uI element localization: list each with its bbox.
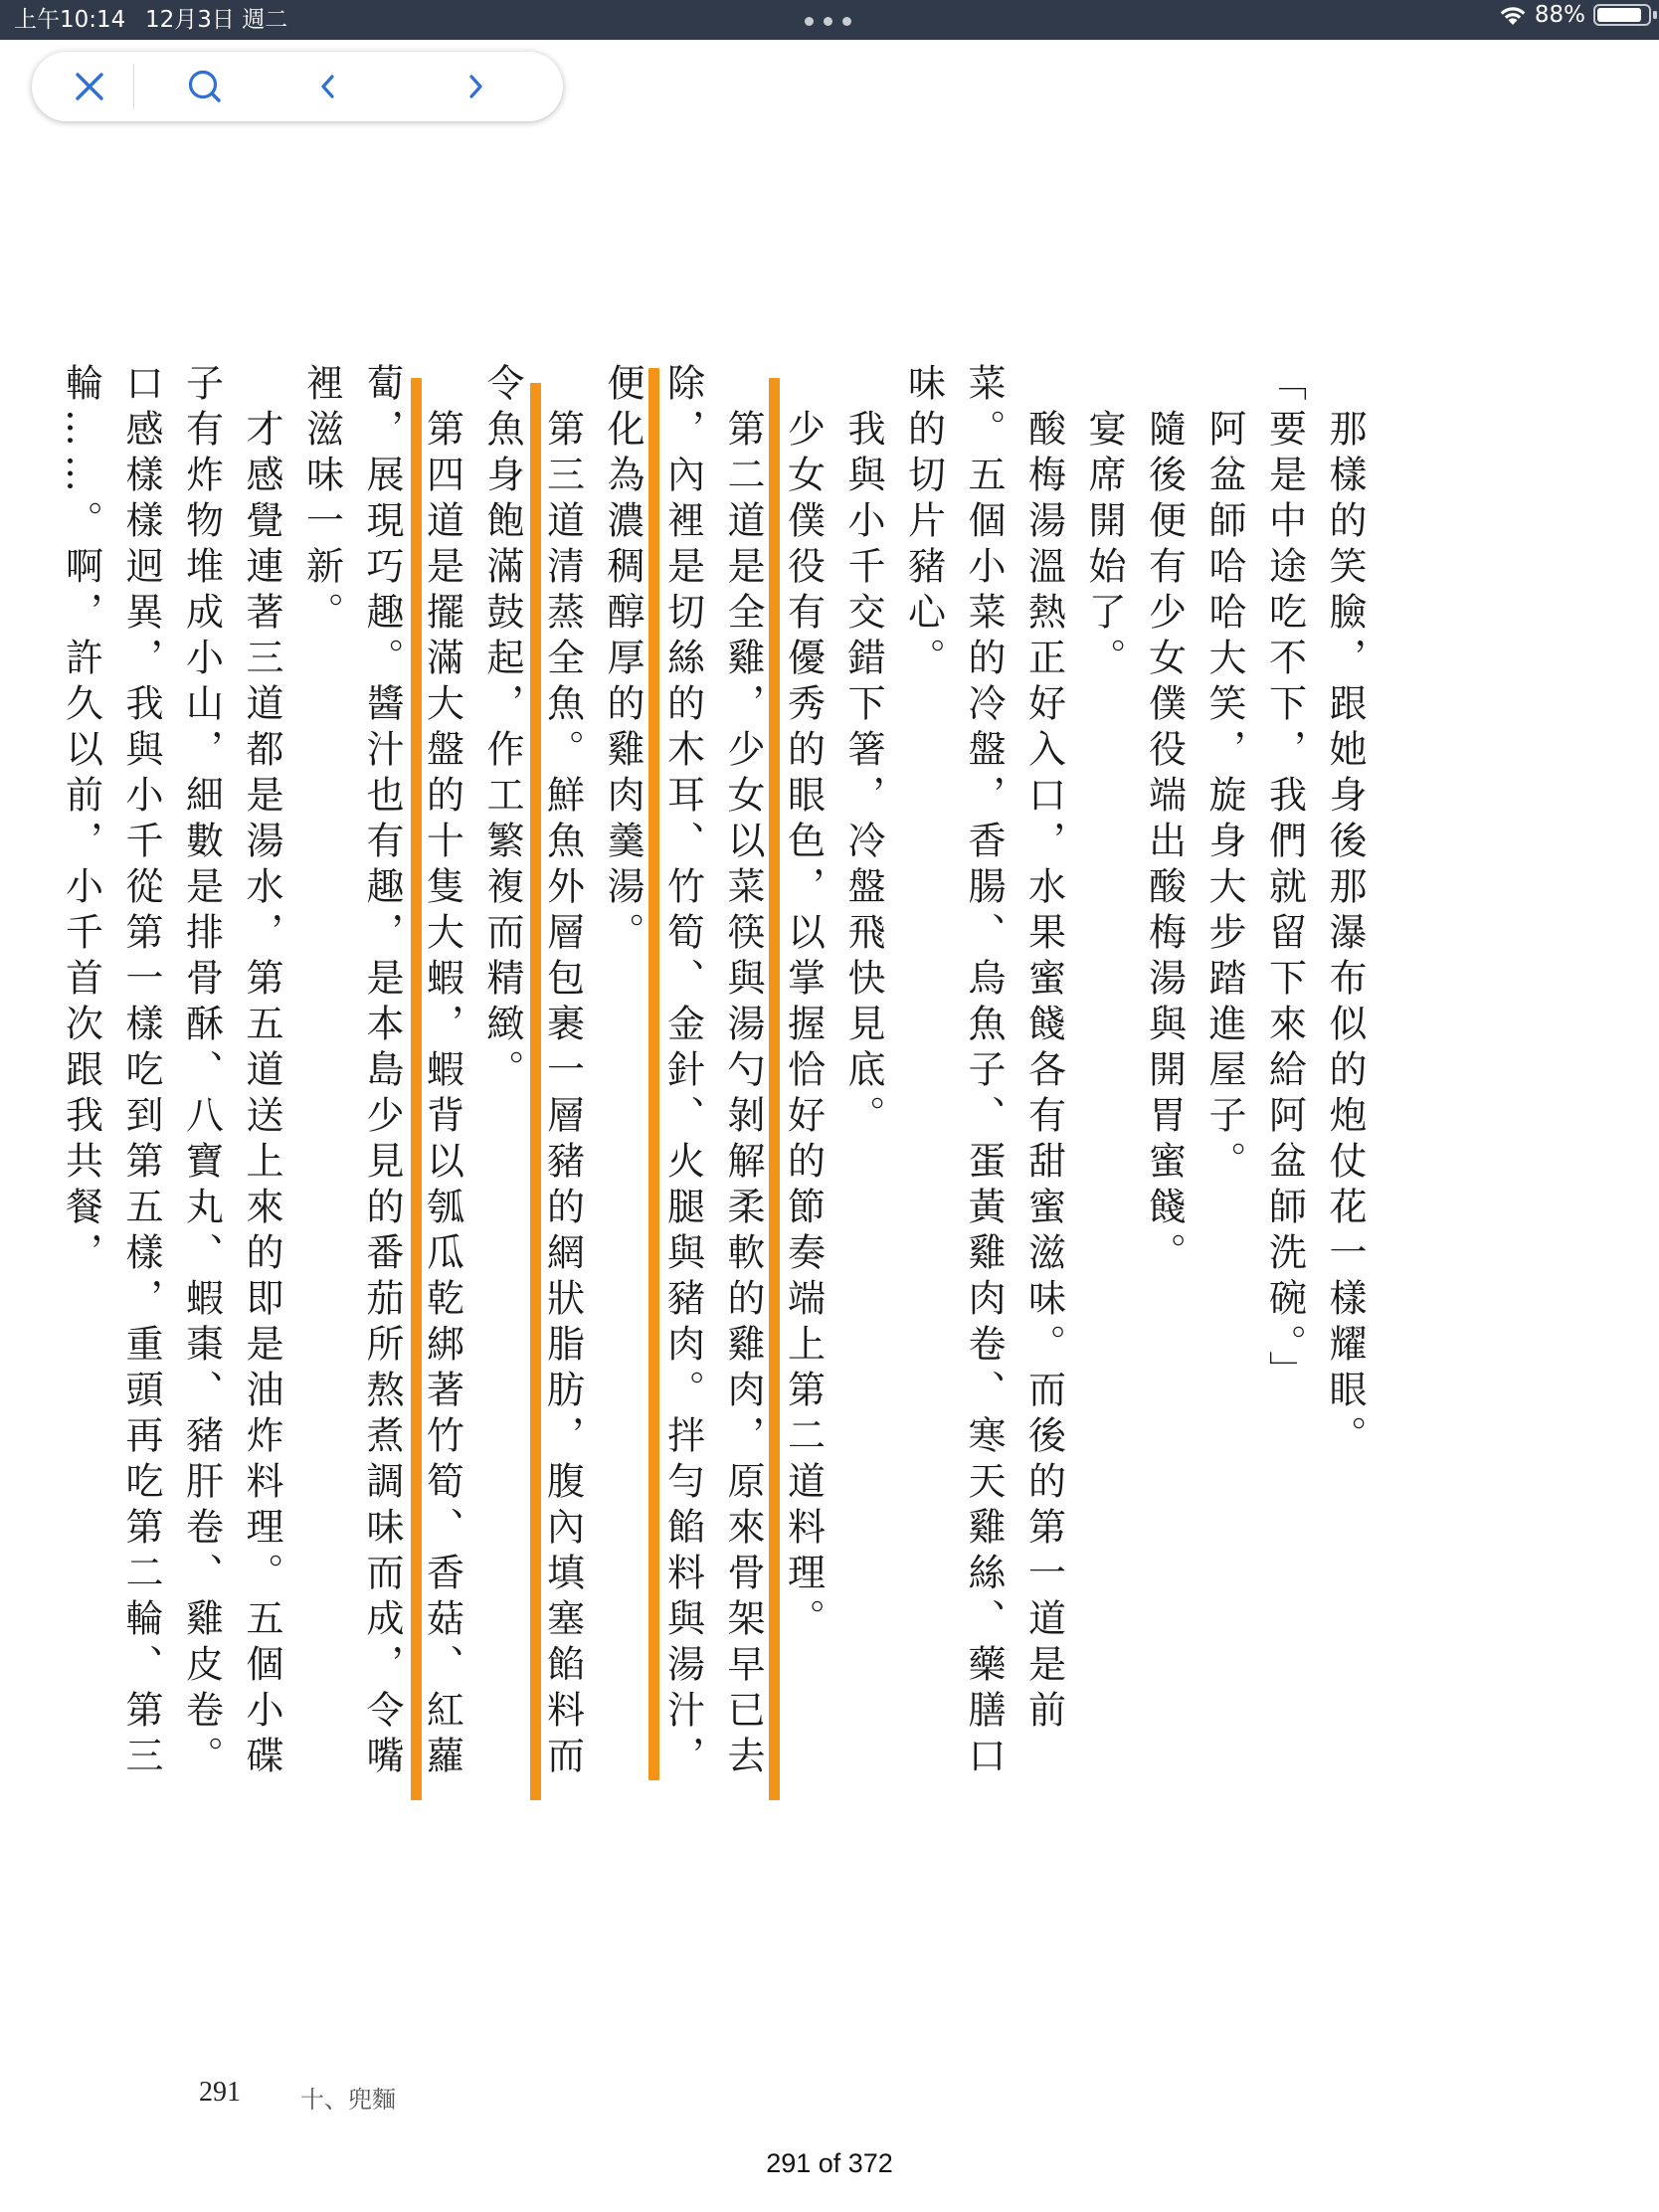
status-bar [0, 0, 1659, 40]
paragraph: 那樣的笑臉，跟她身後那瀑布似的炮仗花一樣耀眼。 [1323, 409, 1367, 1461]
toolbar-divider [133, 64, 134, 109]
reader-toolbar [32, 52, 563, 121]
search-icon [187, 69, 223, 104]
multitasking-dots-icon[interactable] [805, 17, 852, 26]
paragraph: 阿盆師哈哈大笑，旋身大步踏進屋子。 [1202, 409, 1246, 1187]
search-button[interactable] [155, 52, 255, 121]
chevron-left-icon [317, 72, 339, 101]
book-page-text [59, 363, 1375, 1825]
close-icon [73, 70, 106, 103]
paragraph: 才感覺連著三道都是湯水，第五道送上來的即是油炸料理。五個小碟子有炸物堆成小山，細數是排骨酥、八寶丸、蝦棗、豬肝卷、雞皮卷。口感樣樣迥異，我與小千從第一樣吃到第五樣，重頭再吃第二輪、第三輪……。啊，許久以前，小千首次跟我共餐， [59, 363, 283, 1781]
paragraph: 「要是中途吃不下，我們就留下來給阿盆師洗碗。」 [1262, 363, 1307, 1396]
paragraph: 第三道清蒸全魚。鮮魚外層包裹一層豬的網狀脂肪，腹內填塞餡料而令魚身飽滿鼓起，作工繁複而精緻。 [480, 363, 585, 1781]
wifi-icon [1498, 4, 1528, 26]
paragraph: 酸梅湯溫熱正好入口，水果蜜餞各有甜蜜滋味。而後的第一道是前菜。五個小菜的冷盤，香腸、烏魚子、蛋黃雞肉卷、寒天雞絲、藥膳口味的切片豬心。 [901, 363, 1066, 1781]
paragraph: 我與小千交錯下箸，冷盤飛快見底。 [841, 409, 885, 1141]
close-button[interactable] [40, 52, 139, 121]
paragraph: 宴席開始了。 [1082, 409, 1126, 683]
chevron-right-icon [464, 72, 486, 101]
previous-result-button[interactable] [278, 52, 378, 121]
battery-percentage: 88% [1534, 2, 1585, 28]
page-counter: 291 of 372 [766, 2148, 893, 2178]
paragraph: 第二道是全雞，少女以菜筷與湯勺剝解柔軟的雞肉，原來骨架早已去除，內裡是切絲的木耳、竹筍、金針、火腿與豬肉。拌勻餡料與湯汁，便化為濃稠醇厚的雞肉羹湯。 [601, 363, 765, 1781]
status-time: 上午10:14 [14, 7, 126, 33]
paragraph: 隨後便有少女僕役端出酸梅湯與開胃蜜餞。 [1142, 409, 1187, 1278]
paragraph: 第四道是擺滿大盤的十隻大蝦，蝦背以瓠瓜乾綁著竹筍、香菇、紅蘿蔔，展現巧趣。醬汁也有趣，是本島少見的番茄所熬煮調味而成，令嘴裡滋味一新。 [299, 363, 464, 1781]
status-date: 12月3日 週二 [145, 7, 288, 33]
paragraph: 少女僕役有優秀的眼色，以掌握恰好的節奏端上第二道料理。 [781, 409, 826, 1644]
next-result-button[interactable] [426, 52, 525, 121]
battery-icon [1593, 4, 1659, 26]
chapter-title: 十、兜麵 [300, 2086, 396, 2114]
page-folio: 291 [199, 2077, 241, 2108]
